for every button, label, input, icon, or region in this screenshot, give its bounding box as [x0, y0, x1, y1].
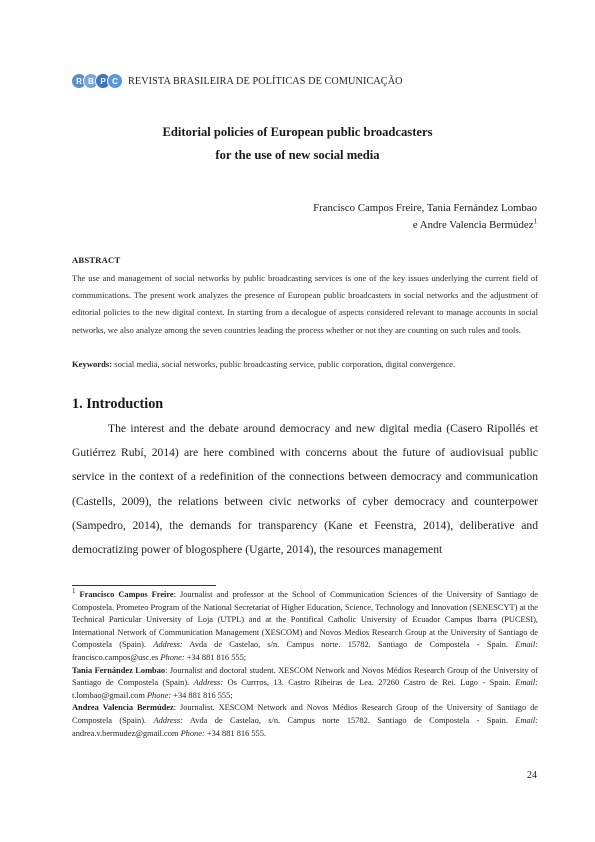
paper-title-line-2: for the use of new social media: [215, 148, 380, 162]
authors-line-2-text: e Andre Valencia Bermúdez: [412, 219, 534, 231]
keywords-label: Keywords:: [72, 359, 113, 369]
section-heading-introduction: 1. Introduction: [72, 396, 164, 412]
email-text: francisco.campos@usc.es: [72, 652, 161, 662]
footnote-2: [72, 665, 538, 703]
journal-logo: [72, 74, 120, 88]
footnote-3: [72, 702, 538, 740]
authors-line-1: Francisco Campos Freire, Tania Fernández Lombao: [313, 202, 537, 214]
page-number: 24: [527, 770, 537, 781]
footnote-mark: 1: [72, 587, 76, 596]
email-text: t.lombao@gmail.com: [72, 690, 147, 700]
phone-label: Phone:: [160, 652, 185, 662]
paper-title-line-1: Editorial policies of European public broadcasters: [162, 125, 433, 139]
address-text: Os Currros, 13. Castro Ribeiras de Lea. 27260 Castro de Rei. Lugo - Spain.: [223, 678, 516, 688]
footnote-author-1: Francisco Campos Freire: [79, 590, 174, 599]
keywords-text: social media, social networks, public broadcasting service, public corporation, digital convergence.: [112, 359, 456, 369]
email-text: andrea.v.bermudez@gmail.com: [72, 728, 181, 738]
footnote-1: [72, 589, 538, 665]
logo-letter-r: R: [72, 74, 86, 88]
email-label: Email:: [515, 678, 538, 688]
phone-text: +34 881 816 555;: [171, 690, 233, 700]
logo-letter-p: P: [96, 74, 110, 88]
footnote-text-3: : Journalist. XESCOM Network and Novos Médios Research Group of the University of Santiago de Compostela (Spain).: [72, 703, 538, 725]
address-label: Address:: [153, 715, 183, 725]
authors-line-2: [413, 217, 537, 234]
keywords: [72, 356, 538, 373]
address-text: Avda de Castelao, s/n. Campus norte. 15782. Santiago de Compostela - Spain.: [182, 640, 516, 650]
email-label: Email:: [515, 640, 538, 650]
footnote-author-3: Andrea Valencia Bermúdez: [72, 703, 174, 713]
abstract-heading: ABSTRACT: [72, 255, 121, 265]
author-footnote-mark: 1: [533, 217, 537, 226]
phone-text: +34 881 816 555.: [204, 728, 267, 738]
footnote-text-2: : Journalist and doctoral student. XESCOM Network and Novos Médios Research Group of the University of Santiago de Compostela (Spain).: [72, 665, 538, 688]
logo-letter-c: C: [108, 74, 122, 88]
phone-text: +34 881 816 555;: [184, 652, 247, 662]
footnote-divider: [72, 585, 216, 586]
footnotes: [72, 589, 538, 740]
phone-label: Phone:: [146, 690, 172, 700]
address-label: Address:: [153, 640, 183, 650]
journal-title: REVISTA BRASILEIRA DE POLÍTICAS DE COMUNICAÇÃO: [128, 75, 403, 87]
email-label: Email:: [515, 715, 539, 725]
footnote-author-2: Tania Fernández Lombao: [72, 665, 166, 675]
phone-label: Phone:: [180, 728, 205, 738]
logo-letter-b: B: [84, 74, 98, 88]
footnote-text-1: : Journalist and professor at the School of Communication Sciences of the University of Santiago de Compostela. Prometeo Program of the National Secretariat of Higher Education, Science, Technology and Innovation (SENESCYT) at the Technical Particular University of Loja (UTPL) and at the Pontifical Catholic University of Ecuador Campus Ibarra (PUCESI), International Network of Communication Management (XESCOM) and Novos Medios Research Group at the University of Santiago de Compostela (Spain).: [72, 590, 538, 650]
address-label: Address:: [193, 678, 224, 688]
introduction-paragraph: The interest and the debate around democracy and new digital media (Casero Ripollés et Gutiérrez Rubí, 2014) are here combined with concerns about the future of audiovisual public service in the context of a redefinition of the connections between democracy and communication (Castells, 2009), the relations between civic networks of cyber democracy and counterpower (Sampedro, 2014), the demands for transparency (Kane et Feenstra, 2014), deliberative and democratizing power of blogosphere (Ugarte, 2014), the resources management: [72, 422, 538, 557]
journal-header: [72, 72, 403, 90]
address-text: Avda de Castelao, s/n. Campus norte 15782. Santiago de Compostela - Spain.: [182, 715, 516, 725]
abstract-body: The use and management of social networks by public broadcasting services is one of the key issues underlying the current field of communications. The present work analyzes the presence of European public broadcasters in social networks and the adjustment of editorial policies to the new digital context. In starting from a decalogue of aspects considered relevant to manage accounts in social networks, we also analyze among the seven countries leading the process whether or not they are counting on such rules and tools.: [72, 273, 538, 335]
